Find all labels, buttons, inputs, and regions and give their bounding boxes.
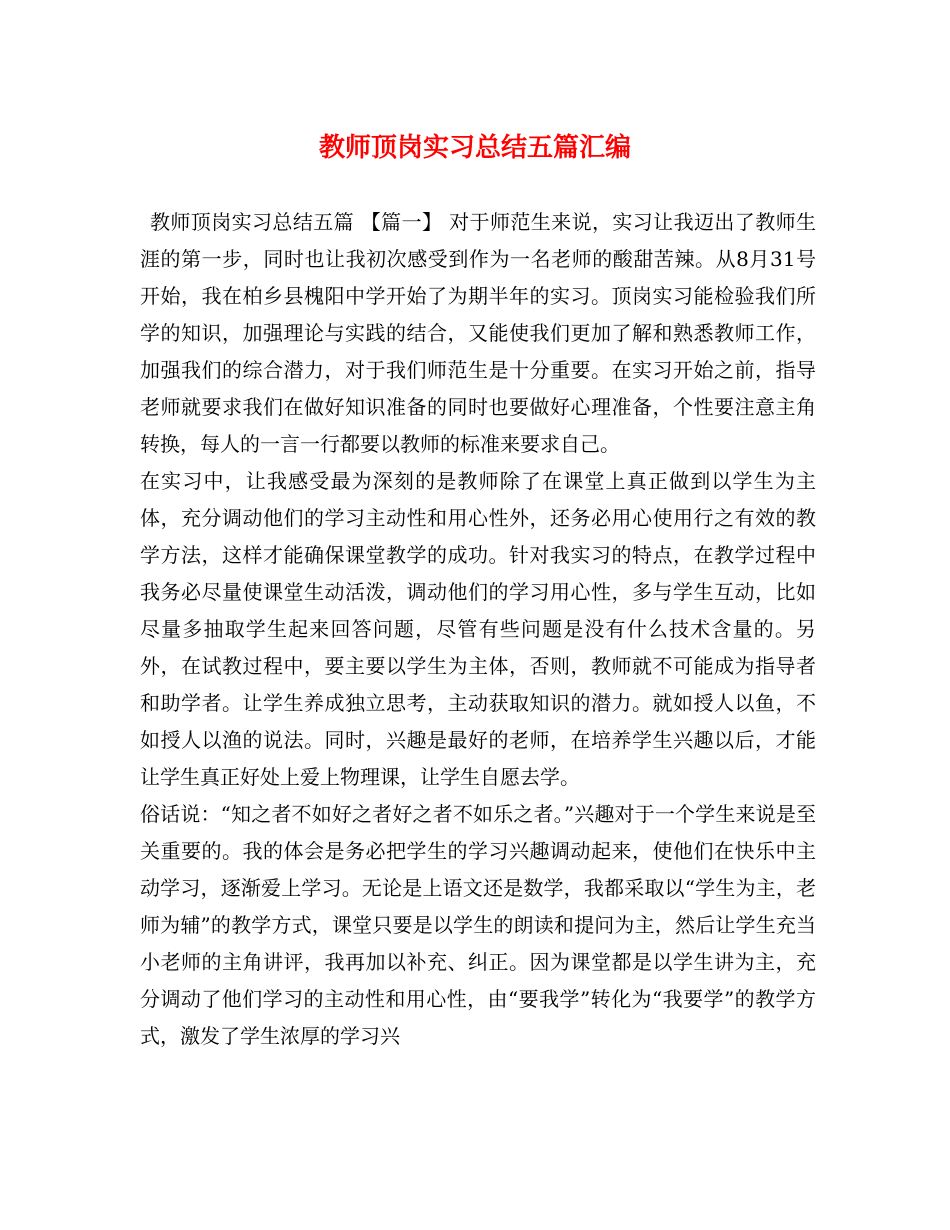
paragraph-1: 教师顶岗实习总结五篇 【篇一】 对于师范生来说，实习让我迈出了教师生涯的第一步，同时也让我初次感受到作为一名老师的酸甜苦辣。从8月31号开始，我在柏乡县槐阳中学开始了为期半年的实习。顶岗实习能检验我们所学的知识，加强理论与实践的结合，又能使我们更加了解和熟悉教师工作，加强我们的综合潜力，对于我们师范生是十分重要。在实习开始之前，指导老师就要求我们在做好知识准备的同时也要做好心理准备，个性要注意主角转换，每人的一言一行都要以教师的标准来要求自己。 <box>140 210 816 456</box>
paragraph-3: 俗话说：“知之者不如好之者好之者不如乐之者。”兴趣对于一个学生来说是至关重要的。我的体会是务必把学生的学习兴趣调动起来，使他们在快乐中主动学习，逐渐爱上学习。无论是上语文还是数学，我都采取以“学生为主，老师为辅”的教学方式，课堂只要是以学生的朗读和提问为主，然后让学生充当小老师的主角讲评，我再加以补充、纠正。因为课堂都是以学生讲为主，充分调动了他们学习的主动性和用心性，由“要我学”转化为“我要学”的教学方式，激发了学生浓厚的学习兴 <box>140 802 816 1048</box>
document-body <box>140 204 816 1055</box>
document-title: 教师顶岗实习总结五篇汇编 <box>318 133 631 163</box>
paragraph-2: 在实习中，让我感受最为深刻的是教师除了在课堂上真正做到以学生为主体，充分调动他们的学习主动性和用心性外，还务必用心使用行之有效的教学方法，这样才能确保课堂教学的成功。针对我实习的特点，在教学过程中我务必尽量使课堂生动活泼，调动他们的学习用心性，多与学生互动，比如尽量多抽取学生起来回答问题，尽管有些问题是没有什么技术含量的。另外，在试教过程中，要主要以学生为主体，否则，教师就不可能成为指导者和助学者。让学生养成独立思考，主动获取知识的潜力。就如授人以鱼，不如授人以渔的说法。同时，兴趣是最好的老师，在培养学生兴趣以后，才能让学生真正好处上爱上物理课，让学生自愿去学。 <box>140 469 816 789</box>
